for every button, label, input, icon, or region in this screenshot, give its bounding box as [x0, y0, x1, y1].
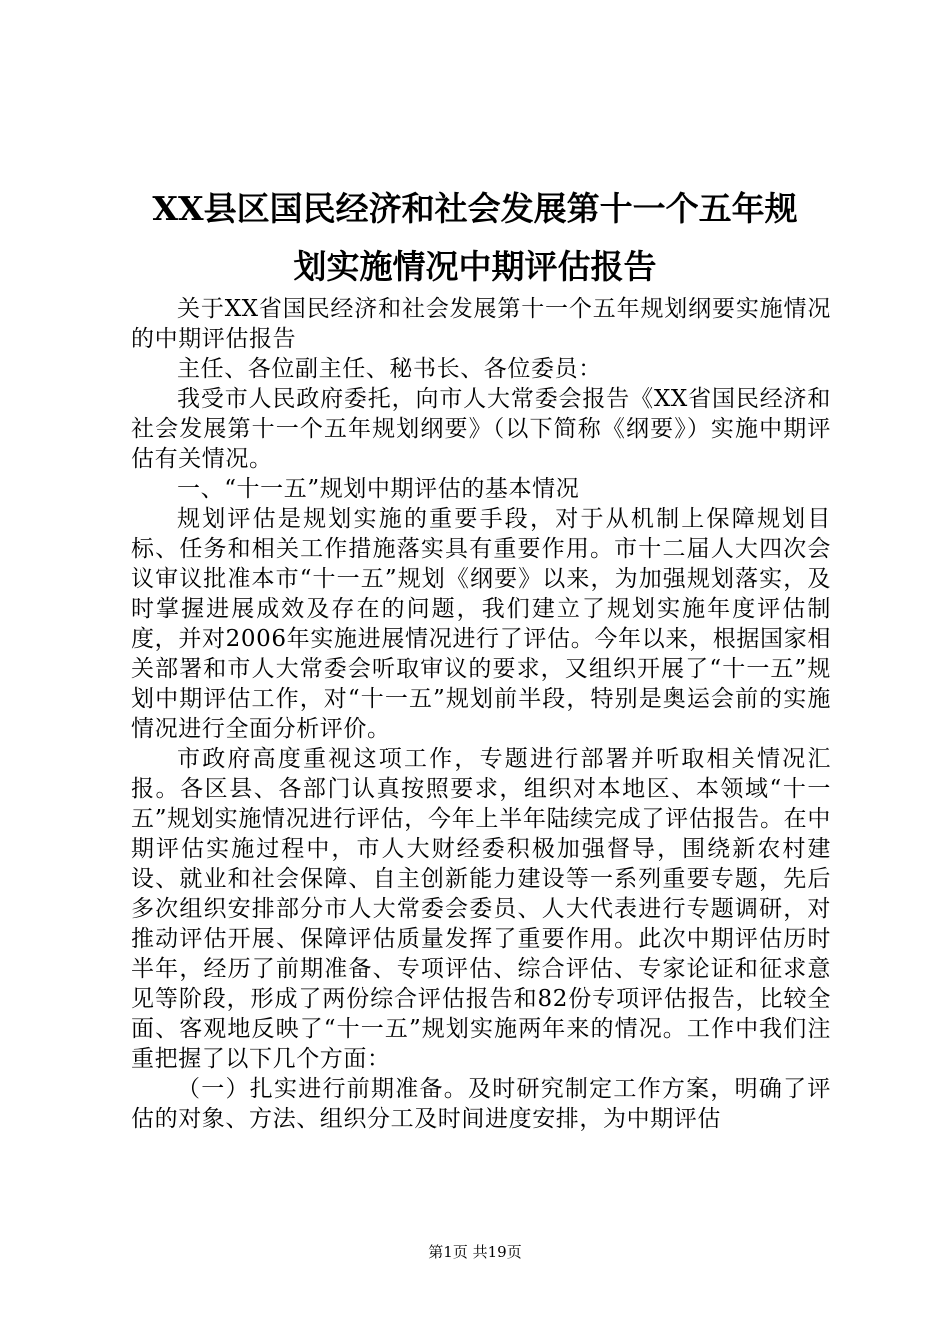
paragraph-report-name: 关于XX省国民经济和社会发展第十一个五年规划纲要实施情况的中期评估报告 [131, 296, 831, 352]
document-title [100, 180, 850, 296]
paragraph-salutation: 主任、各位副主任、秘书长、各位委员： [177, 356, 602, 382]
section-heading-1: 一、“十一五”规划中期评估的基本情况 [177, 476, 580, 502]
paragraph-body: 市政府高度重视这项工作，专题进行部署并听取相关情况汇报。各区县、各部门认真按照要求，组织对本地区、本领域“十一五”规划实施情况进行评估，今年上半年陆续完成了评估报告。在中期评估实施过程中，市人大财经委积极加强督导，围绕新农村建设、就业和社会保障、自主创新能力建设等一系列重要专题，先后多次组织安排部分市人大常委会委员、人大代表进行专题调研，对推动评估开展、保障评估质量发挥了重要作用。此次中期评估历时半年，经历了前期准备、专项评估、综合评估、专家论证和征求意见等阶段，形成了两份综合评估报告和82份专项评估报告，比较全面、客观地反映了“十一五”规划实施两年来的情况。工作中我们注重把握了以下几个方面： [131, 746, 831, 1072]
page-footer: 第1页 共19页 [428, 1243, 522, 1261]
paragraph-body: （一）扎实进行前期准备。及时研究制定工作方案，明确了评估的对象、方法、组织分工及时间进度安排，为中期评估 [131, 1076, 831, 1132]
title-line-1: XX县区国民经济和社会发展第十一个五年规 [152, 189, 798, 228]
paragraph-intro: 我受市人民政府委托，向市人大常委会报告《XX省国民经济和社会发展第十一个五年规划纲要》（以下简称《纲要》）实施中期评估有关情况。 [131, 386, 831, 472]
title-line-2: 划实施情况中期评估报告 [293, 247, 657, 286]
document-body [131, 294, 831, 1134]
paragraph-body: 规划评估是规划实施的重要手段，对于从机制上保障规划目标、任务和相关工作措施落实具有重要作用。市十二届人大四次会议审议批准本市“十一五”规划《纲要》以来，为加强规划落实，及时掌握进展成效及存在的问题，我们建立了规划实施年度评估制度，并对2006年实施进展情况进行了评估。今年以来，根据国家相关部署和市人大常委会听取审议的要求，又组织开展了“十一五”规划中期评估工作，对“十一五”规划前半段，特别是奥运会前的实施情况进行全面分析评价。 [131, 506, 831, 742]
